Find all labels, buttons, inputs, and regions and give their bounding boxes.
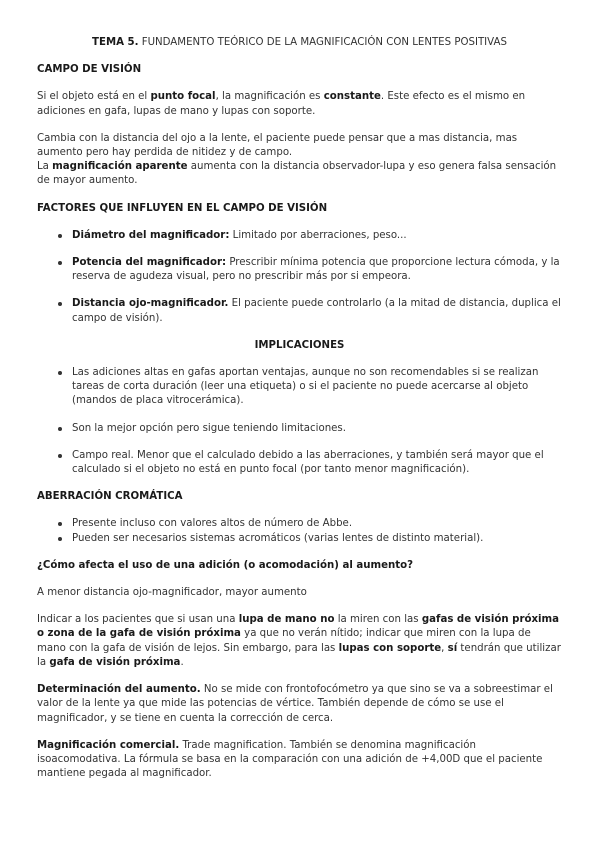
list-item: Son la mejor opción pero sigue teniendo limitaciones. — [72, 422, 562, 436]
list-item: Las adiciones altas en gafas aportan ventajas, aunque no son recomendables si se realizan tareas de corta duración (leer una etiqueta) o si el paciente no puede acercarse al objeto (mandos de placa vitrocerámica). — [72, 366, 562, 409]
paragraph-determinacion-aumento: Determinación del aumento. No se mide con frontofocómetro ya que sino se va a sobreestimar el valor de la lente ya que mide las potencias de vértice. También depende de cómo se use el magnificador, y se tiene en cuenta la corrección de cerca. — [37, 684, 553, 724]
heading-factores: FACTORES QUE INFLUYEN EN EL CAMPO DE VISIÓN — [37, 202, 328, 214]
list-item: Distancia ojo-magnificador. El paciente puede controlarlo (a la mitad de distancia, duplica el campo de visión). — [72, 297, 562, 325]
factores-list — [37, 229, 562, 326]
list-item: Presente incluso con valores altos de número de Abbe. — [72, 517, 562, 531]
heading-implicaciones: IMPLICACIONES — [254, 339, 345, 351]
paragraph-punto-focal: Si el objeto está en el punto focal, la magnificación es constante. Este efecto es el mismo en adiciones en gafa, lupas de mano y lupas con soporte. — [37, 91, 526, 117]
heading-adicion-aumento: ¿Cómo afecta el uso de una adición (o acomodación) al aumento? — [37, 559, 414, 571]
list-item: Potencia del magnificador: Prescribir mínima potencia que proporcione lectura cómoda, y la reserva de agudeza visual, pero no prescribir más por si empeora. — [72, 256, 562, 284]
list-item: Pueden ser necesarios sistemas acromáticos (varias lentes de distinto material). — [72, 532, 562, 546]
paragraph-menor-distancia: A menor distancia ojo-magnificador, mayor aumento — [37, 587, 307, 599]
aberracion-list — [37, 517, 562, 545]
heading-campo-de-vision: CAMPO DE VISIÓN — [37, 64, 142, 76]
heading-aberracion-cromatica: ABERRACIÓN CROMÁTICA — [37, 491, 183, 503]
list-item: Diámetro del magnificador: Limitado por aberraciones, peso... — [72, 229, 562, 243]
list-item: Campo real. Menor que el calculado debido a las aberraciones, y también será mayor que el calculado si el objeto no está en punto focal (por tanto menor magnificación). — [72, 449, 562, 477]
paragraph-distancia-ojo-lente: Cambia con la distancia del ojo a la lente, el paciente puede pensar que a mas distancia, mas aumento pero hay perdida de nitidez y de campo. La magnificación aparente aumenta con la distancia observador-lupa y eso genera falsa sensación de mayor aumento. — [37, 132, 557, 187]
document-title: TEMA 5. FUNDAMENTO TEÓRICO DE LA MAGNIFICACIÓN CON LENTES POSITIVAS — [92, 37, 507, 48]
paragraph-magnificacion-comercial: Magnificación comercial. Trade magnification. También se denomina magnificación isoacomodativa. La fórmula se basa en la comparación con una adición de +4,00D que el paciente mantiene pegada al magnificador. — [37, 739, 543, 780]
implicaciones-list — [37, 366, 562, 477]
paragraph-lupa-de-mano: Indicar a los pacientes que si usan una lupa de mano no la miren con las gafas de visión próxima o zona de la gafa de visión próxima ya que no verán nítido; indicar que miren con la lupa de mano con la gafa de visión de lejos. Sin embargo, para las lupas con soporte, sí tendrán que utilizar la gafa de visión próxima. — [37, 614, 561, 668]
